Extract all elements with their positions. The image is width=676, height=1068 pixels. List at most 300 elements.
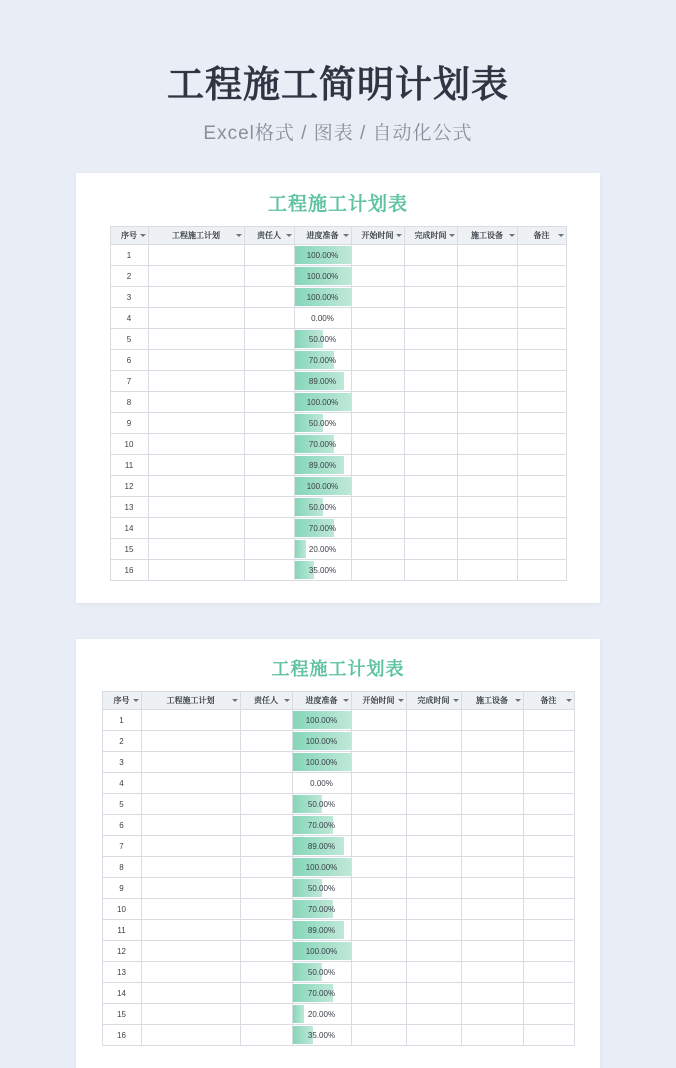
- cell-end[interactable]: [404, 392, 457, 413]
- column-header-0[interactable]: [110, 227, 148, 245]
- table-row[interactable]: [110, 287, 566, 308]
- cell-equipment[interactable]: [461, 962, 523, 983]
- cell-end[interactable]: [406, 962, 461, 983]
- cell-equipment[interactable]: [461, 941, 523, 962]
- table-row[interactable]: [102, 962, 574, 983]
- cell-row-index[interactable]: 8: [110, 392, 148, 413]
- cell-start[interactable]: [351, 920, 406, 941]
- table-row[interactable]: [110, 476, 566, 497]
- cell-row-index[interactable]: 13: [102, 962, 141, 983]
- cell-plan[interactable]: [148, 455, 244, 476]
- cell-plan[interactable]: [148, 308, 244, 329]
- cell-plan[interactable]: [148, 539, 244, 560]
- cell-end[interactable]: [404, 497, 457, 518]
- cell-row-index[interactable]: 10: [110, 434, 148, 455]
- filter-dropdown-icon[interactable]: [232, 699, 238, 702]
- table-row[interactable]: [102, 710, 574, 731]
- cell-row-index[interactable]: 1: [102, 710, 141, 731]
- cell-row-index[interactable]: 11: [102, 920, 141, 941]
- cell-progress[interactable]: [292, 836, 351, 857]
- cell-equipment[interactable]: [457, 245, 517, 266]
- cell-plan[interactable]: [148, 413, 244, 434]
- cell-equipment[interactable]: [457, 497, 517, 518]
- cell-start[interactable]: [351, 731, 406, 752]
- cell-row-index[interactable]: 1: [110, 245, 148, 266]
- filter-dropdown-icon[interactable]: [449, 234, 455, 237]
- cell-plan[interactable]: [148, 497, 244, 518]
- cell-note[interactable]: [517, 245, 566, 266]
- cell-end[interactable]: [404, 350, 457, 371]
- cell-owner[interactable]: [244, 287, 294, 308]
- cell-note[interactable]: [523, 815, 574, 836]
- cell-note[interactable]: [517, 455, 566, 476]
- cell-end[interactable]: [404, 455, 457, 476]
- cell-equipment[interactable]: [457, 329, 517, 350]
- cell-owner[interactable]: [244, 413, 294, 434]
- cell-owner[interactable]: [240, 920, 292, 941]
- table-row[interactable]: [110, 518, 566, 539]
- cell-progress[interactable]: [292, 962, 351, 983]
- column-header-0[interactable]: [102, 692, 141, 710]
- cell-start[interactable]: [351, 476, 404, 497]
- table-row[interactable]: [110, 413, 566, 434]
- cell-owner[interactable]: [244, 350, 294, 371]
- cell-note[interactable]: [523, 731, 574, 752]
- cell-start[interactable]: [351, 350, 404, 371]
- cell-start[interactable]: [351, 245, 404, 266]
- column-header-6[interactable]: [457, 227, 517, 245]
- cell-progress[interactable]: [292, 1025, 351, 1046]
- filter-dropdown-icon[interactable]: [140, 234, 146, 237]
- cell-progress[interactable]: [292, 983, 351, 1004]
- cell-plan[interactable]: [141, 710, 240, 731]
- cell-owner[interactable]: [240, 983, 292, 1004]
- cell-equipment[interactable]: [461, 1004, 523, 1025]
- cell-note[interactable]: [517, 476, 566, 497]
- table-row[interactable]: [102, 920, 574, 941]
- cell-plan[interactable]: [148, 287, 244, 308]
- cell-note[interactable]: [517, 560, 566, 581]
- cell-end[interactable]: [406, 773, 461, 794]
- filter-dropdown-icon[interactable]: [566, 699, 572, 702]
- cell-start[interactable]: [351, 266, 404, 287]
- table-row[interactable]: [102, 731, 574, 752]
- cell-row-index[interactable]: 6: [102, 815, 141, 836]
- cell-start[interactable]: [351, 434, 404, 455]
- cell-row-index[interactable]: 14: [110, 518, 148, 539]
- cell-end[interactable]: [406, 731, 461, 752]
- table-row[interactable]: [102, 899, 574, 920]
- cell-note[interactable]: [517, 266, 566, 287]
- cell-end[interactable]: [404, 476, 457, 497]
- cell-plan[interactable]: [141, 857, 240, 878]
- cell-end[interactable]: [404, 539, 457, 560]
- cell-equipment[interactable]: [457, 308, 517, 329]
- cell-equipment[interactable]: [457, 434, 517, 455]
- cell-progress[interactable]: [294, 539, 351, 560]
- filter-dropdown-icon[interactable]: [343, 699, 349, 702]
- column-header-3[interactable]: [292, 692, 351, 710]
- cell-end[interactable]: [404, 266, 457, 287]
- cell-start[interactable]: [351, 857, 406, 878]
- cell-note[interactable]: [517, 539, 566, 560]
- cell-owner[interactable]: [240, 857, 292, 878]
- cell-progress[interactable]: [294, 245, 351, 266]
- cell-row-index[interactable]: 2: [110, 266, 148, 287]
- cell-equipment[interactable]: [457, 560, 517, 581]
- cell-note[interactable]: [517, 371, 566, 392]
- cell-start[interactable]: [351, 1025, 406, 1046]
- table-row[interactable]: [102, 857, 574, 878]
- cell-end[interactable]: [406, 836, 461, 857]
- cell-row-index[interactable]: 5: [110, 329, 148, 350]
- cell-owner[interactable]: [244, 455, 294, 476]
- cell-progress[interactable]: [292, 773, 351, 794]
- column-header-3[interactable]: [294, 227, 351, 245]
- cell-equipment[interactable]: [461, 920, 523, 941]
- table-row[interactable]: [110, 308, 566, 329]
- cell-note[interactable]: [523, 878, 574, 899]
- cell-equipment[interactable]: [461, 983, 523, 1004]
- cell-progress[interactable]: [292, 1004, 351, 1025]
- cell-note[interactable]: [523, 773, 574, 794]
- cell-end[interactable]: [404, 560, 457, 581]
- cell-owner[interactable]: [240, 773, 292, 794]
- cell-row-index[interactable]: 2: [102, 731, 141, 752]
- column-header-1[interactable]: [148, 227, 244, 245]
- cell-row-index[interactable]: 3: [102, 752, 141, 773]
- cell-progress[interactable]: [292, 731, 351, 752]
- cell-progress[interactable]: [292, 710, 351, 731]
- cell-row-index[interactable]: 12: [102, 941, 141, 962]
- cell-progress[interactable]: [294, 413, 351, 434]
- cell-progress[interactable]: [292, 899, 351, 920]
- cell-owner[interactable]: [240, 878, 292, 899]
- filter-dropdown-icon[interactable]: [558, 234, 564, 237]
- filter-dropdown-icon[interactable]: [343, 234, 349, 237]
- filter-dropdown-icon[interactable]: [398, 699, 404, 702]
- cell-owner[interactable]: [240, 794, 292, 815]
- cell-row-index[interactable]: 4: [110, 308, 148, 329]
- cell-row-index[interactable]: 4: [102, 773, 141, 794]
- cell-plan[interactable]: [141, 752, 240, 773]
- cell-equipment[interactable]: [457, 413, 517, 434]
- cell-end[interactable]: [406, 710, 461, 731]
- filter-dropdown-icon[interactable]: [396, 234, 402, 237]
- cell-row-index[interactable]: 12: [110, 476, 148, 497]
- cell-owner[interactable]: [240, 710, 292, 731]
- cell-equipment[interactable]: [457, 350, 517, 371]
- cell-row-index[interactable]: 7: [102, 836, 141, 857]
- cell-start[interactable]: [351, 1004, 406, 1025]
- cell-equipment[interactable]: [457, 371, 517, 392]
- cell-note[interactable]: [517, 350, 566, 371]
- filter-dropdown-icon[interactable]: [453, 699, 459, 702]
- cell-row-index[interactable]: 16: [110, 560, 148, 581]
- cell-owner[interactable]: [240, 1025, 292, 1046]
- cell-equipment[interactable]: [461, 878, 523, 899]
- cell-row-index[interactable]: 10: [102, 899, 141, 920]
- column-header-6[interactable]: [461, 692, 523, 710]
- cell-row-index[interactable]: 15: [102, 1004, 141, 1025]
- table-row[interactable]: [102, 941, 574, 962]
- cell-equipment[interactable]: [461, 815, 523, 836]
- cell-equipment[interactable]: [461, 731, 523, 752]
- cell-owner[interactable]: [244, 539, 294, 560]
- cell-end[interactable]: [406, 941, 461, 962]
- cell-equipment[interactable]: [457, 287, 517, 308]
- cell-equipment[interactable]: [461, 857, 523, 878]
- table-row[interactable]: [110, 560, 566, 581]
- table-row[interactable]: [110, 245, 566, 266]
- table-row[interactable]: [102, 878, 574, 899]
- cell-plan[interactable]: [148, 245, 244, 266]
- cell-row-index[interactable]: 14: [102, 983, 141, 1004]
- cell-owner[interactable]: [244, 266, 294, 287]
- cell-equipment[interactable]: [461, 773, 523, 794]
- cell-end[interactable]: [406, 983, 461, 1004]
- cell-progress[interactable]: [294, 434, 351, 455]
- cell-start[interactable]: [351, 983, 406, 1004]
- cell-end[interactable]: [406, 899, 461, 920]
- cell-plan[interactable]: [141, 1004, 240, 1025]
- cell-progress[interactable]: [292, 752, 351, 773]
- cell-equipment[interactable]: [461, 1025, 523, 1046]
- cell-note[interactable]: [517, 308, 566, 329]
- cell-progress[interactable]: [294, 371, 351, 392]
- cell-end[interactable]: [404, 371, 457, 392]
- cell-note[interactable]: [523, 1004, 574, 1025]
- filter-dropdown-icon[interactable]: [509, 234, 515, 237]
- filter-dropdown-icon[interactable]: [236, 234, 242, 237]
- column-header-4[interactable]: [351, 692, 406, 710]
- cell-owner[interactable]: [244, 497, 294, 518]
- table-row[interactable]: [102, 752, 574, 773]
- cell-note[interactable]: [517, 497, 566, 518]
- cell-plan[interactable]: [141, 983, 240, 1004]
- cell-end[interactable]: [404, 434, 457, 455]
- cell-start[interactable]: [351, 287, 404, 308]
- column-header-7[interactable]: [523, 692, 574, 710]
- cell-note[interactable]: [517, 413, 566, 434]
- cell-owner[interactable]: [240, 752, 292, 773]
- cell-note[interactable]: [523, 710, 574, 731]
- cell-start[interactable]: [351, 962, 406, 983]
- column-header-7[interactable]: [517, 227, 566, 245]
- cell-end[interactable]: [404, 413, 457, 434]
- table-row[interactable]: [110, 350, 566, 371]
- cell-end[interactable]: [406, 794, 461, 815]
- cell-start[interactable]: [351, 836, 406, 857]
- column-header-2[interactable]: [244, 227, 294, 245]
- cell-start[interactable]: [351, 413, 404, 434]
- cell-note[interactable]: [523, 899, 574, 920]
- cell-equipment[interactable]: [461, 752, 523, 773]
- table-row[interactable]: [102, 1025, 574, 1046]
- column-header-5[interactable]: [404, 227, 457, 245]
- cell-start[interactable]: [351, 878, 406, 899]
- cell-plan[interactable]: [141, 878, 240, 899]
- cell-start[interactable]: [351, 773, 406, 794]
- table-row[interactable]: [110, 539, 566, 560]
- cell-progress[interactable]: [294, 518, 351, 539]
- cell-note[interactable]: [523, 794, 574, 815]
- table-row[interactable]: [110, 455, 566, 476]
- column-header-5[interactable]: [406, 692, 461, 710]
- cell-start[interactable]: [351, 899, 406, 920]
- cell-start[interactable]: [351, 392, 404, 413]
- cell-note[interactable]: [523, 920, 574, 941]
- table-row[interactable]: [102, 815, 574, 836]
- cell-owner[interactable]: [244, 392, 294, 413]
- cell-owner[interactable]: [240, 731, 292, 752]
- cell-note[interactable]: [523, 941, 574, 962]
- cell-start[interactable]: [351, 560, 404, 581]
- cell-row-index[interactable]: 15: [110, 539, 148, 560]
- cell-row-index[interactable]: 8: [102, 857, 141, 878]
- cell-owner[interactable]: [244, 518, 294, 539]
- cell-end[interactable]: [404, 245, 457, 266]
- cell-end[interactable]: [406, 815, 461, 836]
- cell-end[interactable]: [404, 518, 457, 539]
- cell-owner[interactable]: [244, 308, 294, 329]
- table-row[interactable]: [110, 434, 566, 455]
- cell-progress[interactable]: [294, 308, 351, 329]
- cell-progress[interactable]: [292, 857, 351, 878]
- cell-plan[interactable]: [141, 731, 240, 752]
- cell-start[interactable]: [351, 941, 406, 962]
- cell-row-index[interactable]: 9: [102, 878, 141, 899]
- cell-note[interactable]: [523, 836, 574, 857]
- cell-owner[interactable]: [240, 1004, 292, 1025]
- cell-plan[interactable]: [148, 476, 244, 497]
- cell-row-index[interactable]: 9: [110, 413, 148, 434]
- filter-dropdown-icon[interactable]: [284, 699, 290, 702]
- cell-start[interactable]: [351, 752, 406, 773]
- cell-note[interactable]: [517, 518, 566, 539]
- cell-equipment[interactable]: [461, 710, 523, 731]
- cell-plan[interactable]: [148, 371, 244, 392]
- cell-plan[interactable]: [148, 350, 244, 371]
- cell-progress[interactable]: [292, 878, 351, 899]
- cell-plan[interactable]: [141, 941, 240, 962]
- cell-plan[interactable]: [148, 518, 244, 539]
- cell-progress[interactable]: [294, 560, 351, 581]
- cell-equipment[interactable]: [461, 836, 523, 857]
- cell-end[interactable]: [406, 1004, 461, 1025]
- cell-plan[interactable]: [148, 392, 244, 413]
- table-row[interactable]: [110, 329, 566, 350]
- cell-row-index[interactable]: 3: [110, 287, 148, 308]
- cell-row-index[interactable]: 6: [110, 350, 148, 371]
- cell-row-index[interactable]: 7: [110, 371, 148, 392]
- cell-progress[interactable]: [292, 920, 351, 941]
- cell-plan[interactable]: [141, 773, 240, 794]
- cell-note[interactable]: [523, 1025, 574, 1046]
- cell-progress[interactable]: [294, 455, 351, 476]
- cell-plan[interactable]: [148, 434, 244, 455]
- cell-note[interactable]: [517, 329, 566, 350]
- cell-progress[interactable]: [294, 497, 351, 518]
- table-row[interactable]: [102, 836, 574, 857]
- cell-note[interactable]: [517, 434, 566, 455]
- table-row[interactable]: [110, 371, 566, 392]
- cell-start[interactable]: [351, 455, 404, 476]
- cell-progress[interactable]: [292, 815, 351, 836]
- cell-row-index[interactable]: 5: [102, 794, 141, 815]
- cell-progress[interactable]: [292, 941, 351, 962]
- cell-start[interactable]: [351, 518, 404, 539]
- cell-note[interactable]: [523, 857, 574, 878]
- cell-progress[interactable]: [294, 329, 351, 350]
- cell-equipment[interactable]: [457, 476, 517, 497]
- cell-progress[interactable]: [294, 350, 351, 371]
- cell-plan[interactable]: [141, 794, 240, 815]
- cell-plan[interactable]: [148, 266, 244, 287]
- cell-plan[interactable]: [141, 815, 240, 836]
- filter-dropdown-icon[interactable]: [515, 699, 521, 702]
- cell-note[interactable]: [517, 392, 566, 413]
- table-row[interactable]: [102, 983, 574, 1004]
- cell-owner[interactable]: [240, 836, 292, 857]
- filter-dropdown-icon[interactable]: [133, 699, 139, 702]
- cell-progress[interactable]: [294, 392, 351, 413]
- cell-plan[interactable]: [141, 962, 240, 983]
- cell-plan[interactable]: [141, 920, 240, 941]
- cell-progress[interactable]: [294, 476, 351, 497]
- cell-start[interactable]: [351, 308, 404, 329]
- cell-end[interactable]: [404, 287, 457, 308]
- cell-end[interactable]: [406, 920, 461, 941]
- cell-start[interactable]: [351, 329, 404, 350]
- cell-start[interactable]: [351, 710, 406, 731]
- cell-note[interactable]: [523, 962, 574, 983]
- cell-equipment[interactable]: [457, 455, 517, 476]
- cell-owner[interactable]: [244, 560, 294, 581]
- table-row[interactable]: [102, 773, 574, 794]
- cell-equipment[interactable]: [457, 518, 517, 539]
- cell-owner[interactable]: [244, 434, 294, 455]
- cell-owner[interactable]: [240, 962, 292, 983]
- cell-start[interactable]: [351, 371, 404, 392]
- cell-owner[interactable]: [240, 815, 292, 836]
- cell-row-index[interactable]: 13: [110, 497, 148, 518]
- table-row[interactable]: [102, 794, 574, 815]
- cell-note[interactable]: [523, 983, 574, 1004]
- cell-plan[interactable]: [148, 329, 244, 350]
- cell-equipment[interactable]: [461, 794, 523, 815]
- cell-end[interactable]: [406, 1025, 461, 1046]
- cell-note[interactable]: [523, 752, 574, 773]
- table-row[interactable]: [110, 266, 566, 287]
- cell-start[interactable]: [351, 539, 404, 560]
- cell-end[interactable]: [406, 752, 461, 773]
- cell-start[interactable]: [351, 815, 406, 836]
- cell-owner[interactable]: [240, 899, 292, 920]
- cell-note[interactable]: [517, 287, 566, 308]
- cell-owner[interactable]: [244, 245, 294, 266]
- cell-equipment[interactable]: [461, 899, 523, 920]
- cell-equipment[interactable]: [457, 539, 517, 560]
- cell-end[interactable]: [404, 329, 457, 350]
- filter-dropdown-icon[interactable]: [286, 234, 292, 237]
- cell-owner[interactable]: [244, 329, 294, 350]
- cell-end[interactable]: [406, 857, 461, 878]
- cell-progress[interactable]: [292, 794, 351, 815]
- column-header-4[interactable]: [351, 227, 404, 245]
- cell-progress[interactable]: [294, 266, 351, 287]
- cell-plan[interactable]: [141, 836, 240, 857]
